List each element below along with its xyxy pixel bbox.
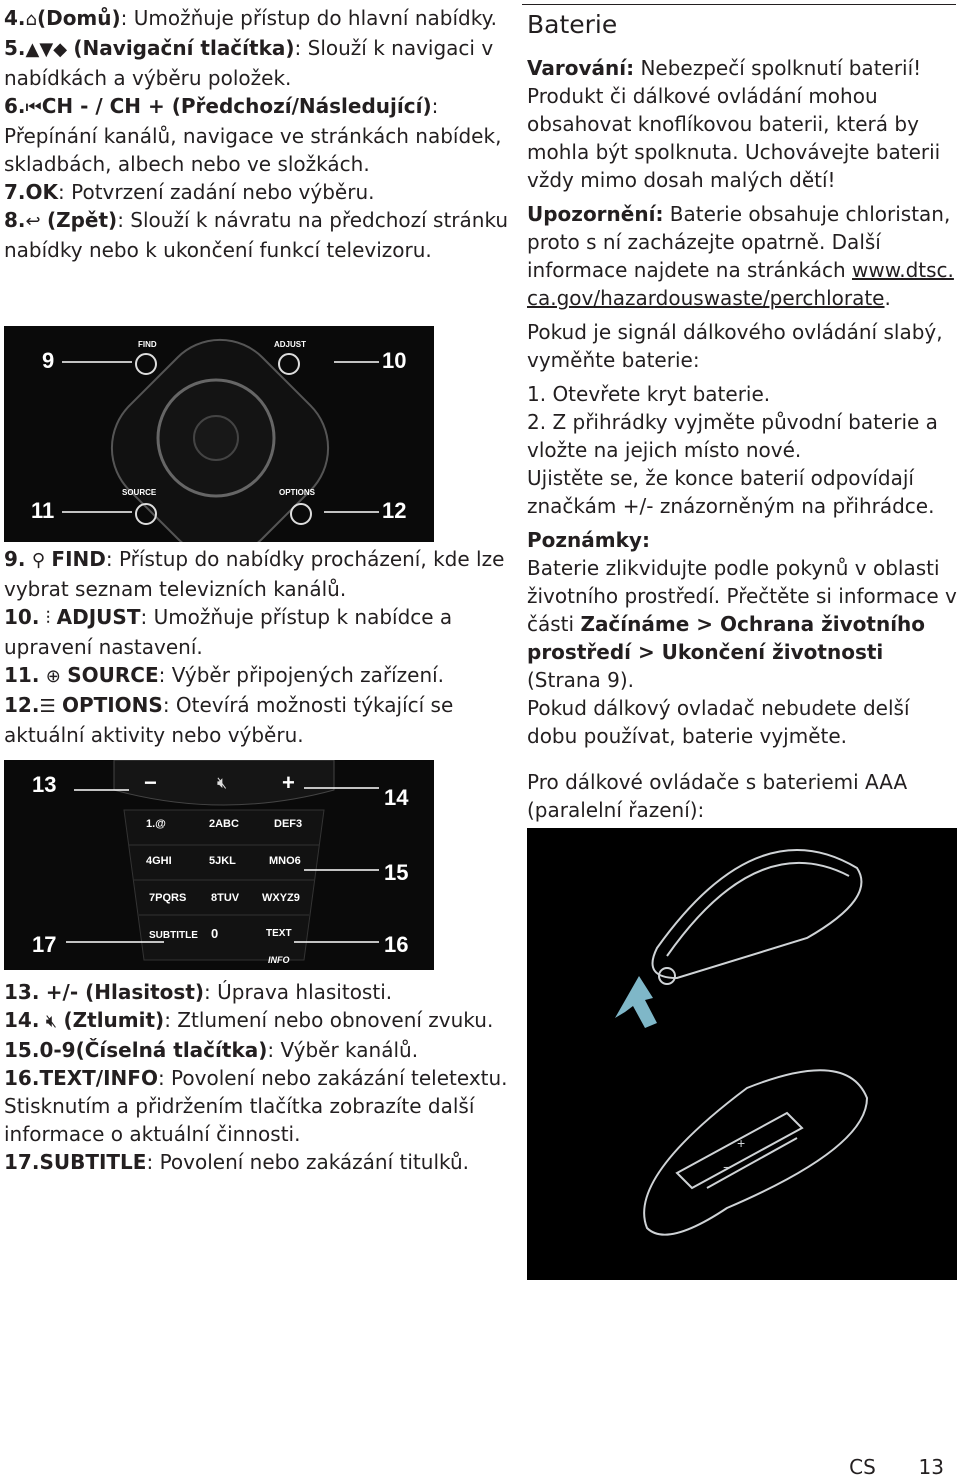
- remote-battery-drawing: [527, 828, 957, 1280]
- perchlorate-link[interactable]: www.dtsc.ca.gov/hazardouswaste/perchlorate: [527, 258, 954, 310]
- section-heading: Baterie: [527, 10, 618, 39]
- item-home: 4.⌂(Domů): Umožňuje přístup do hlavní nabídky.: [4, 4, 509, 34]
- weak-signal-text: Pokud je signál dálkového ovládání slabý, vyměňte baterie:: [527, 320, 943, 372]
- subtitle-key: SUBTITLE: [149, 930, 198, 941]
- notes-disposal: Baterie zlikvidujte podle pokynů v oblasti životního prostředí. Přečtěte si informace v části Začínáme > Ochrana životního prostředí > Ukončení životnosti (Strana 9).: [527, 556, 957, 692]
- page-footer: [849, 1455, 944, 1479]
- callout-14: 14: [384, 785, 409, 810]
- prev-next-icon: ⏮: [25, 97, 42, 118]
- item-mute: 14. 🔇︎ (Ztlumit): Ztlumení nebo obnovení zvuku.: [4, 1006, 509, 1036]
- page-number: 13: [918, 1455, 944, 1479]
- adjust-icon: ⫶: [45, 608, 51, 629]
- notes-remove: Pokud dálkový ovladač nebudete delší dobu používat, baterie vyjměte.: [527, 696, 910, 748]
- step-1: 1. Otevřete kryt baterie.: [527, 382, 771, 406]
- callout-10: 10: [382, 348, 407, 373]
- key-0: 0: [211, 926, 219, 941]
- item-subtitle: 17.SUBTITLE: Povolení nebo zakázání titulků.: [4, 1150, 469, 1174]
- item-text-info: 16.TEXT/INFO: Povolení nebo zakázání teletextu. Stisknutím a přidržením tlačítka zobrazíte další informace o aktuální činnosti.: [4, 1066, 508, 1146]
- item-ok: 7.OK: Potvrzení zadání nebo výběru.: [4, 180, 375, 204]
- callout-12: 12: [382, 498, 407, 523]
- source-label: SOURCE: [122, 488, 157, 497]
- caution-paragraph: Upozornění: Baterie obsahuje chloristan, proto s ní zacházejte opatrně. Další informace najdete na stránkách www.dtsc.ca.gov/hazardouswaste/perchlorate.: [527, 202, 954, 310]
- language-code: CS: [849, 1455, 876, 1479]
- right-column: [527, 4, 957, 824]
- item-prev-next: 6.⏮CH - / CH + (Předchozí/Následující): Přepínání kanálů, navigace ve stránkách nabídek, skladbách, albech nebo ve složkách.: [4, 94, 502, 176]
- item-source: 11. ⊕ SOURCE: Výběr připojených zařízení.: [4, 661, 509, 691]
- callout-9: 9: [42, 348, 55, 373]
- find-label: FIND: [138, 340, 157, 349]
- search-icon: ⚲: [31, 550, 46, 571]
- text-key: TEXT: [266, 928, 292, 939]
- key-2: 2ABC: [209, 818, 239, 830]
- options-label: OPTIONS: [279, 488, 316, 497]
- item-find: 9. ⚲ FIND: Přístup do nabídky procházení, kde lze vybrat seznam televizních kanálů.: [4, 547, 505, 601]
- step-3: Ujistěte se, že konce baterií odpovídají značkám +/- znázorněným na přihrádce.: [527, 466, 935, 518]
- aaa-text: Pro dálkové ovládače s bateriemi AAA (paralelní řazení):: [527, 770, 908, 822]
- bottom-items: [4, 978, 509, 1176]
- key-9: WXYZ9: [262, 892, 300, 904]
- key-5: 5JKL: [209, 855, 236, 867]
- battery-plus-mark: +: [737, 1135, 746, 1151]
- key-4: 4GHI: [146, 855, 172, 867]
- callout-16: 16: [384, 932, 409, 957]
- notes-label: Poznámky:: [527, 528, 650, 552]
- key-6: MNO6: [269, 855, 301, 867]
- mute-icon: 🔇︎: [45, 1011, 58, 1032]
- callout-13: 13: [32, 772, 57, 797]
- item-back: 8.↩ (Zpět): Slouží k návratu na předchozí stránku nabídky nebo k ukončení funkcí televizoru.: [4, 208, 509, 262]
- back-icon: ↩: [25, 211, 41, 232]
- callout-17: 17: [32, 932, 57, 957]
- mute-key-icon: 🔇︎: [217, 775, 228, 792]
- navpad-drawing: [4, 326, 434, 542]
- callout-11: 11: [31, 498, 55, 523]
- adjust-label: ADJUST: [274, 340, 307, 349]
- source-icon: ⊕: [45, 666, 61, 687]
- callout-15: 15: [384, 860, 409, 885]
- remote-battery-photo: [527, 828, 957, 1280]
- step-2: 2. Z přihrádky vyjměte původní baterie a vložte na jejich místo nové.: [527, 410, 938, 462]
- navigation-arrows-icon: ▲▼◆: [25, 39, 68, 60]
- mid-items: [4, 545, 509, 749]
- item-numbers: 15.0-9(Číselná tlačítka): Výběr kanálů.: [4, 1038, 419, 1062]
- key-1: 1.@: [146, 818, 166, 830]
- key-3: DEF3: [274, 818, 303, 830]
- vol-minus-key: −: [144, 770, 157, 795]
- battery-minus-mark: −: [723, 1159, 732, 1175]
- info-key: INFO: [268, 955, 290, 965]
- item-options: 12.☰ OPTIONS: Otevírá možnosti týkající se aktuální aktivity nebo výběru.: [4, 693, 454, 747]
- remote-photo-keypad: [4, 760, 434, 970]
- remote-photo-navpad: [4, 326, 434, 542]
- item-volume: 13. +/- (Hlasitost): Úprava hlasitosti.: [4, 980, 393, 1004]
- key-8: 8TUV: [211, 892, 240, 904]
- warning-paragraph: Varování: Nebezpečí spolknutí baterií! Produkt či dálkové ovládání mohou obsahovat knoflíkovou baterii, která by mohla být spolknuta. Uchovávejte baterii vždy mimo dosah malých dětí!: [527, 56, 941, 192]
- key-7: 7PQRS: [149, 892, 187, 904]
- intro-items: [4, 4, 509, 264]
- item-adjust: 10. ⫶ ADJUST: Umožňuje přístup k nabídce a upravení nastavení.: [4, 605, 453, 659]
- home-icon: ⌂: [25, 9, 37, 30]
- item-navigation: 5.▲▼◆ (Navigační tlačítka): Slouží k navigaci v nabídkách a výběru položek.: [4, 36, 494, 90]
- vol-plus-key: +: [282, 770, 295, 795]
- options-icon: ☰: [39, 696, 56, 717]
